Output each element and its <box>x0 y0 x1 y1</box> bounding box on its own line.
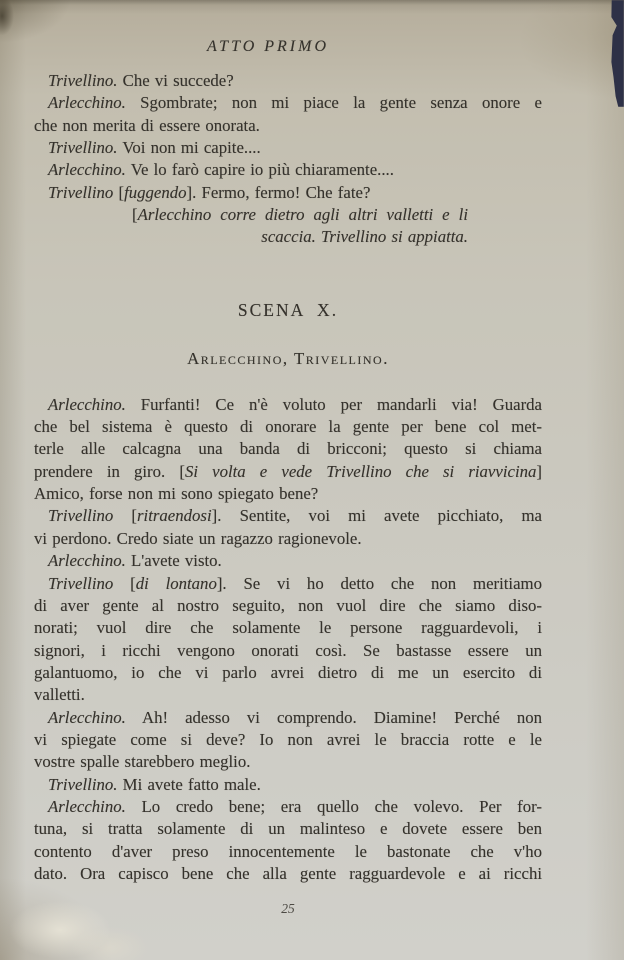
stage-direction-line <box>132 204 468 226</box>
dialogue-line <box>34 505 542 527</box>
roman-text: [ <box>132 205 138 225</box>
dialogue-line <box>34 394 542 416</box>
roman-text: L'avete visto. <box>125 551 222 571</box>
page-corner-ink-mark <box>609 0 624 107</box>
italic-text: scaccia. Trivellino si appiatta. <box>261 227 468 247</box>
dialogue-line <box>34 573 542 595</box>
italic-text: Trivellino <box>48 573 114 593</box>
roman-text: vi spiegate come si deve? Io non avrei le braccia rotte e le <box>34 729 542 749</box>
dialogue-line <box>34 438 542 460</box>
roman-text: Furfanti! Ce n'è voluto per mandarli via! Guarda <box>125 394 542 414</box>
italic-text: Trivellino <box>48 506 114 526</box>
stage-direction-line <box>132 226 468 248</box>
dialogue-line <box>34 137 542 159</box>
dialogue-line <box>34 751 542 773</box>
dialogue-line <box>34 841 542 863</box>
dialogue-line <box>34 662 542 684</box>
roman-text: vi perdono. Credo siate un ragazzo ragionevole. <box>34 528 362 548</box>
dialogue-line <box>34 550 542 572</box>
dialogue-line <box>34 182 542 204</box>
roman-text: Voi non mi capite.... <box>117 138 261 158</box>
dialogue-line <box>34 416 542 438</box>
italic-text: ritraendosi <box>137 506 212 526</box>
roman-text: che non merita di essere onorata. <box>34 115 260 135</box>
dialogue-line <box>34 729 542 751</box>
roman-text: tuna, si tratta solamente di un malinteso e dovete essere ben <box>34 819 542 839</box>
roman-text: Sgombrate; non mi piace la gente senza onore e <box>125 93 542 113</box>
roman-text: galantuomo, io che vi parlo avrei dietro di me un esercito di <box>34 662 542 682</box>
italic-text: Arlecchino. <box>48 796 126 816</box>
dialogue-line <box>34 461 542 483</box>
dialogue-line <box>34 796 542 818</box>
dialogue-line <box>34 115 542 137</box>
roman-text: [ <box>113 182 125 202</box>
roman-text: ] <box>536 461 542 481</box>
italic-text: Arlecchino. <box>48 93 126 113</box>
dialogue-line <box>34 70 542 92</box>
roman-text: [ <box>113 506 138 526</box>
roman-text: contento d'aver preso innocentemente le bastonate che v'ho <box>34 841 542 861</box>
italic-text: Arlecchino. <box>48 160 126 180</box>
italic-text: Trivellino. <box>48 71 118 90</box>
italic-text: Arlecchino. <box>48 551 126 571</box>
roman-text: valletti. <box>34 685 85 705</box>
roman-text: dato. Ora capisco bene che alla gente ragguardevole e ai ricchi <box>34 863 542 883</box>
dialogue-block-2 <box>34 394 542 886</box>
dialogue-line <box>34 774 542 796</box>
roman-text: ]. Sentite, voi mi avete picchiato, ma <box>211 506 542 526</box>
roman-text: Ah! adesso vi comprendo. Diamine! Perché non <box>125 707 542 727</box>
italic-text: Si volta e vede Trivellino che si riavvicina <box>184 461 537 481</box>
page-number: 25 <box>281 901 295 917</box>
roman-text: Che vi succede? <box>117 71 234 90</box>
dialogue-line <box>34 92 542 114</box>
roman-text: Mi avete fatto male. <box>117 774 261 794</box>
dialogue-block-1 <box>34 70 542 249</box>
dialogue-line <box>34 863 542 885</box>
italic-text: Arlecchino corre dietro agli altri valletti e li <box>137 205 468 225</box>
dialogue-line <box>34 483 542 505</box>
roman-text: terle alle calcagna una banda di bricconi; questo si chiama <box>34 439 542 459</box>
dialogue-line <box>34 159 542 181</box>
dialogue-line <box>34 684 542 706</box>
dialogue-line <box>34 617 542 639</box>
roman-text: Lo credo bene; era quello che volevo. Per for- <box>125 796 542 816</box>
italic-text: Trivellino <box>48 182 114 202</box>
roman-text: ]. Fermo, fermo! Che fate? <box>186 182 371 202</box>
italic-text: Arlecchino. <box>48 707 126 727</box>
roman-text: Ve lo farò capire io più chiaramente.... <box>125 160 394 180</box>
roman-text: ]. Se vi ho detto che non meritiamo <box>216 573 542 593</box>
roman-text: [ <box>113 573 136 593</box>
roman-text: vostre spalle starebbero meglio. <box>34 752 251 772</box>
roman-text: Amico, forse non mi sono spiegato bene? <box>34 484 319 504</box>
dialogue-line <box>34 640 542 662</box>
roman-text: signori, i ricchi vengono onorati così. Se bastasse essere un <box>34 640 542 660</box>
italic-text: Trivellino. <box>48 774 118 794</box>
roman-text: che bel sistema è questo di onorare la gente per bene col met- <box>34 417 542 437</box>
italic-text: di lontano <box>135 573 217 593</box>
roman-text: norati; vuol dire che solamente le persone ragguardevoli, i <box>34 618 542 638</box>
dialogue-line <box>34 707 542 729</box>
italic-text: fuggendo <box>124 182 187 202</box>
italic-text: Arlecchino. <box>48 394 126 414</box>
dialogue-line <box>34 818 542 840</box>
scene-characters: Arlecchino, Trivellino. <box>187 348 389 368</box>
scene-heading: SCENA X. <box>237 299 339 320</box>
italic-text: Trivellino. <box>48 138 118 158</box>
dialogue-line <box>34 595 542 617</box>
dialogue-line <box>34 528 542 550</box>
roman-text: di aver gente al nostro seguito, non vuol dire che siamo diso- <box>34 595 542 615</box>
roman-text: prendere in giro. [ <box>34 461 185 481</box>
running-head: ATTO PRIMO <box>207 38 329 55</box>
